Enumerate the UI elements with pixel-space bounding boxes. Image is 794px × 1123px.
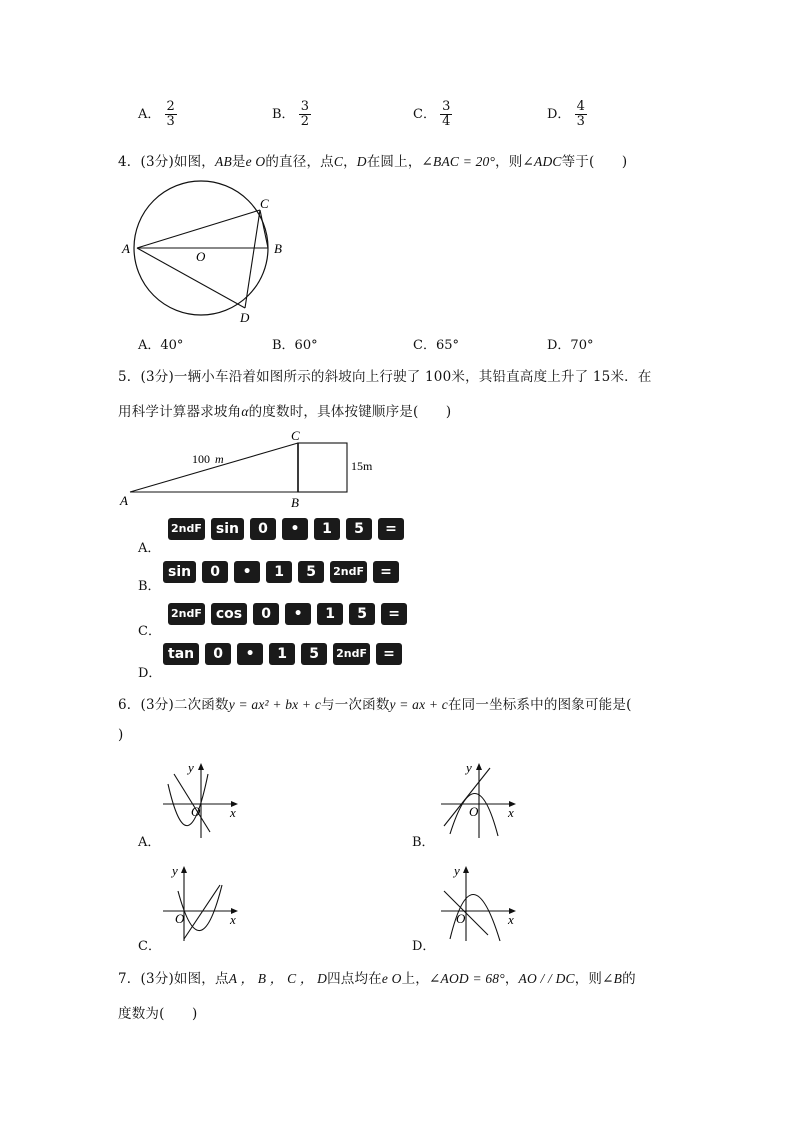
label-a: A	[122, 241, 130, 256]
q5-stem-line2: 用科学计算器求坡角α的度数时，具体按键顺序是( )	[118, 404, 452, 420]
key-sin: sin	[163, 561, 196, 583]
label-x: x	[230, 805, 236, 820]
label-x: x	[508, 805, 514, 820]
key-dot: •	[282, 518, 308, 540]
q6-stem-line2: )	[118, 727, 124, 743]
q4-option-c: C．65°	[413, 338, 459, 353]
key-cos: cos	[211, 603, 247, 625]
key-0: 0	[250, 518, 276, 540]
parabola	[168, 774, 208, 826]
segment-cb	[260, 210, 268, 248]
q4-circle-figure	[118, 180, 298, 330]
segment-cd	[245, 210, 260, 308]
label-origin: O	[469, 804, 479, 819]
slope-line	[130, 443, 298, 492]
key-sin: sin	[211, 518, 244, 540]
q6-graph-b	[438, 760, 523, 840]
key-5: 5	[301, 643, 327, 665]
fraction: $\frac{2}{3}$	[166, 99, 175, 129]
q6-graph-a	[160, 760, 245, 840]
q4-option-d: D．70°	[547, 338, 594, 353]
key-2ndf: 2ndF	[333, 643, 370, 665]
key-equals: =	[378, 518, 404, 540]
q7-stem-line2: 度数为( )	[118, 1006, 198, 1022]
label-height: 15m	[351, 459, 373, 473]
q5-option-a-keys	[168, 518, 410, 540]
y-axis-arrow	[181, 866, 187, 873]
q3-option-a: A． $\frac{2}{3}$	[138, 99, 175, 129]
label-b: B	[291, 495, 299, 510]
label-y: y	[454, 863, 460, 878]
q4-option-b: B．60°	[272, 338, 318, 353]
key-0: 0	[202, 561, 228, 583]
key-equals: =	[381, 603, 407, 625]
label-o: O	[196, 249, 206, 264]
q5-option-c-keys	[168, 603, 413, 625]
q5-option-d-label: D．	[138, 666, 162, 681]
key-5: 5	[298, 561, 324, 583]
q3-option-d: D． $\frac{4}{3}$	[547, 99, 585, 129]
label-x: x	[230, 912, 236, 927]
y-axis-arrow	[476, 763, 482, 770]
segment-ad	[137, 248, 245, 308]
q6-option-b: B．	[412, 835, 435, 850]
key-dot: •	[237, 643, 263, 665]
q6-option-d: D．	[412, 939, 436, 954]
line	[444, 768, 490, 826]
q3-option-b: B． $\frac{3}{2}$	[272, 99, 309, 129]
key-tan: tan	[163, 643, 199, 665]
q5-stem-line1: 5．(3分)一辆小车沿着如图所示的斜坡向上行驶了 100米，其铅直高度上升了 15米．在	[118, 369, 652, 385]
key-1: 1	[269, 643, 295, 665]
label-c: C	[291, 428, 300, 443]
label-c: C	[260, 196, 269, 211]
label-y: y	[466, 760, 472, 775]
q6-stem-line1: 6．(3分)二次函数y = ax² + bx + c与一次函数y = ax + c在同一坐标系中的图象可能是(	[118, 697, 632, 713]
label-y: y	[188, 760, 194, 775]
height-box	[298, 443, 347, 492]
q5-slope-figure	[118, 425, 388, 510]
key-1: 1	[317, 603, 343, 625]
line	[184, 885, 220, 939]
key-2ndf: 2ndF	[330, 561, 367, 583]
key-1: 1	[314, 518, 340, 540]
key-dot: •	[234, 561, 260, 583]
label-slope-length: 100	[192, 452, 210, 466]
label-x: x	[508, 912, 514, 927]
key-dot: •	[285, 603, 311, 625]
label-d: D	[240, 310, 250, 325]
key-0: 0	[205, 643, 231, 665]
fraction: $\frac{4}{3}$	[576, 99, 585, 129]
key-1: 1	[266, 561, 292, 583]
key-0: 0	[253, 603, 279, 625]
q4-option-a: A．40°	[138, 338, 184, 353]
fraction: $\frac{3}{2}$	[300, 99, 309, 129]
q5-option-b-keys	[163, 561, 405, 583]
label-y: y	[172, 863, 178, 878]
label-origin: O	[191, 804, 201, 819]
label-origin: O	[175, 911, 185, 926]
segment-ac	[137, 210, 260, 248]
fraction: $\frac{3}{4}$	[442, 99, 451, 129]
q6-option-a: A．	[138, 835, 161, 850]
q6-option-c: C．	[138, 939, 161, 954]
label-slope-unit: m	[215, 452, 224, 466]
q5-option-b-label: B．	[138, 579, 161, 594]
y-axis-arrow	[198, 763, 204, 770]
q5-option-d-keys	[163, 643, 408, 665]
q7-stem-line1: 7．(3分)如图，点A ， B ， C ， D四点均在e O上，∠AOD = 68°，AO / / DC，则∠B的	[118, 971, 636, 987]
label-a: A	[120, 493, 128, 508]
q6-graph-d	[438, 863, 523, 943]
q3-option-c: C． $\frac{3}{4}$	[413, 99, 451, 129]
q6-graph-c	[160, 863, 245, 943]
key-5: 5	[349, 603, 375, 625]
key-5: 5	[346, 518, 372, 540]
label-origin: O	[456, 911, 466, 926]
q5-option-a-label: A．	[138, 541, 161, 556]
label-b: B	[274, 241, 282, 256]
key-equals: =	[376, 643, 402, 665]
q5-option-c-label: C．	[138, 624, 161, 639]
key-2ndf: 2ndF	[168, 518, 205, 540]
key-equals: =	[373, 561, 399, 583]
key-2ndf: 2ndF	[168, 603, 205, 625]
q4-stem: 4．(3分)如图，AB是e O的直径，点C，D在圆上，∠BAC = 20°，则∠ADC等于( )	[118, 154, 628, 170]
y-axis-arrow	[463, 866, 469, 873]
